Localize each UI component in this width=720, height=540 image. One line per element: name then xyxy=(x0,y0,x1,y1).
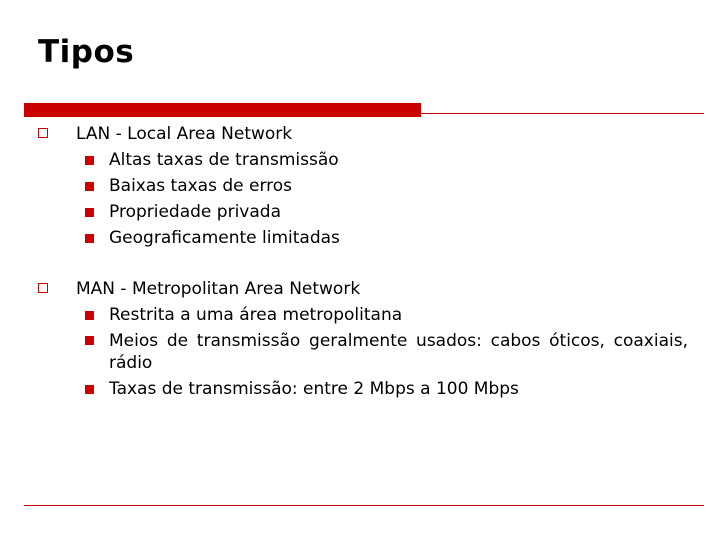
sub-bullet-item xyxy=(76,173,688,199)
sub-bullet-text: Meios de transmissão geralmente usados: cabos óticos, coaxiais, rádio xyxy=(109,331,688,373)
hollow-square-bullet-icon xyxy=(38,283,48,293)
sub-bullet-text: Geograficamente limitadas xyxy=(109,228,340,248)
sub-bullet-text: Baixas taxas de erros xyxy=(109,176,293,196)
square-bullet-icon xyxy=(85,385,94,394)
bullet-item-lan xyxy=(38,121,688,251)
title-underline-line xyxy=(421,113,704,114)
sub-bullet-item xyxy=(76,376,688,402)
square-bullet-icon xyxy=(85,336,94,345)
sub-bullet-list xyxy=(76,147,688,251)
sub-bullet-text: Altas taxas de transmissão xyxy=(109,150,339,170)
square-bullet-icon xyxy=(85,311,94,320)
title-underline xyxy=(24,103,704,117)
bullet-item-man xyxy=(38,276,688,402)
bullet-line xyxy=(38,276,688,302)
bullet-label: LAN - Local Area Network xyxy=(76,124,293,144)
sub-bullet-item xyxy=(76,225,688,251)
bullet-label: MAN - Metropolitan Area Network xyxy=(76,279,361,299)
square-bullet-icon xyxy=(85,234,94,243)
sub-bullet-item xyxy=(76,147,688,173)
bullet-line xyxy=(38,121,688,147)
footer-divider xyxy=(24,505,704,506)
sub-bullet-list xyxy=(76,302,688,402)
sub-bullet-item xyxy=(76,199,688,225)
sub-bullet-item xyxy=(76,328,688,376)
square-bullet-icon xyxy=(85,182,94,191)
sub-bullet-text: Restrita a uma área metropolitana xyxy=(109,305,403,325)
slide-title: Tipos xyxy=(38,34,135,70)
sub-bullet-text: Propriedade privada xyxy=(109,202,281,222)
square-bullet-icon xyxy=(85,208,94,217)
square-bullet-icon xyxy=(85,156,94,165)
sub-bullet-text: Taxas de transmissão: entre 2 Mbps a 100 Mbps xyxy=(109,379,519,399)
title-underline-bar xyxy=(24,103,421,117)
sub-bullet-item xyxy=(76,302,688,328)
hollow-square-bullet-icon xyxy=(38,128,48,138)
